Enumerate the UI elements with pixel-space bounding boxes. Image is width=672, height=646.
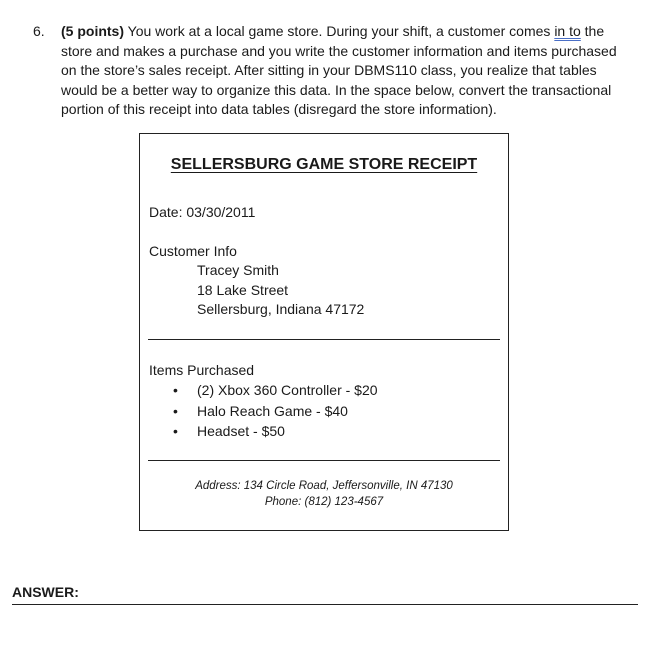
question-text-part2: the store and makes a purchase and you write the customer information and items purchased on the store’s sales receipt. After sitting in your DBMS110 class, you realize that tables would be a better way to organize this data. In the space below, convert the transactional portion of this receipt into data tables (disregard the store information). — [61, 23, 617, 117]
receipt-title: SELLERSBURG GAME STORE RECEIPT — [170, 156, 478, 173]
receipt-divider-2 — [148, 460, 500, 461]
customer-name: Tracey Smith — [197, 262, 279, 278]
receipt-divider-1 — [148, 339, 500, 340]
customer-street: 18 Lake Street — [197, 282, 289, 298]
store-address: Address: 134 Circle Road, Jeffersonville, IN 47130 — [195, 480, 453, 492]
purchased-item-1: (2) Xbox 360 Controller - $20 — [197, 382, 378, 398]
bullet-icon: • — [173, 423, 178, 439]
purchased-item-2: Halo Reach Game - $40 — [197, 403, 348, 419]
bullet-icon: • — [173, 403, 178, 419]
store-phone: Phone: (812) 123-4567 — [264, 496, 384, 508]
question-points: (5 points) — [61, 23, 124, 39]
question-number: 6. — [33, 23, 45, 39]
question-underlined-phrase: in to — [554, 23, 581, 39]
customer-info-heading: Customer Info — [149, 243, 237, 259]
bullet-icon: • — [173, 382, 178, 398]
answer-line[interactable] — [12, 604, 638, 605]
customer-city: Sellersburg, Indiana 47172 — [197, 301, 365, 317]
receipt-date: Date: 03/30/2011 — [149, 204, 256, 220]
question-text — [61, 22, 633, 120]
question-text-part1: You work at a local game store. During your shift, a customer comes — [124, 23, 555, 39]
purchased-item-3: Headset - $50 — [197, 423, 285, 439]
items-purchased-heading: Items Purchased — [149, 362, 255, 378]
receipt-box — [139, 133, 509, 531]
answer-label: ANSWER: — [12, 584, 79, 600]
question-block — [33, 22, 633, 120]
